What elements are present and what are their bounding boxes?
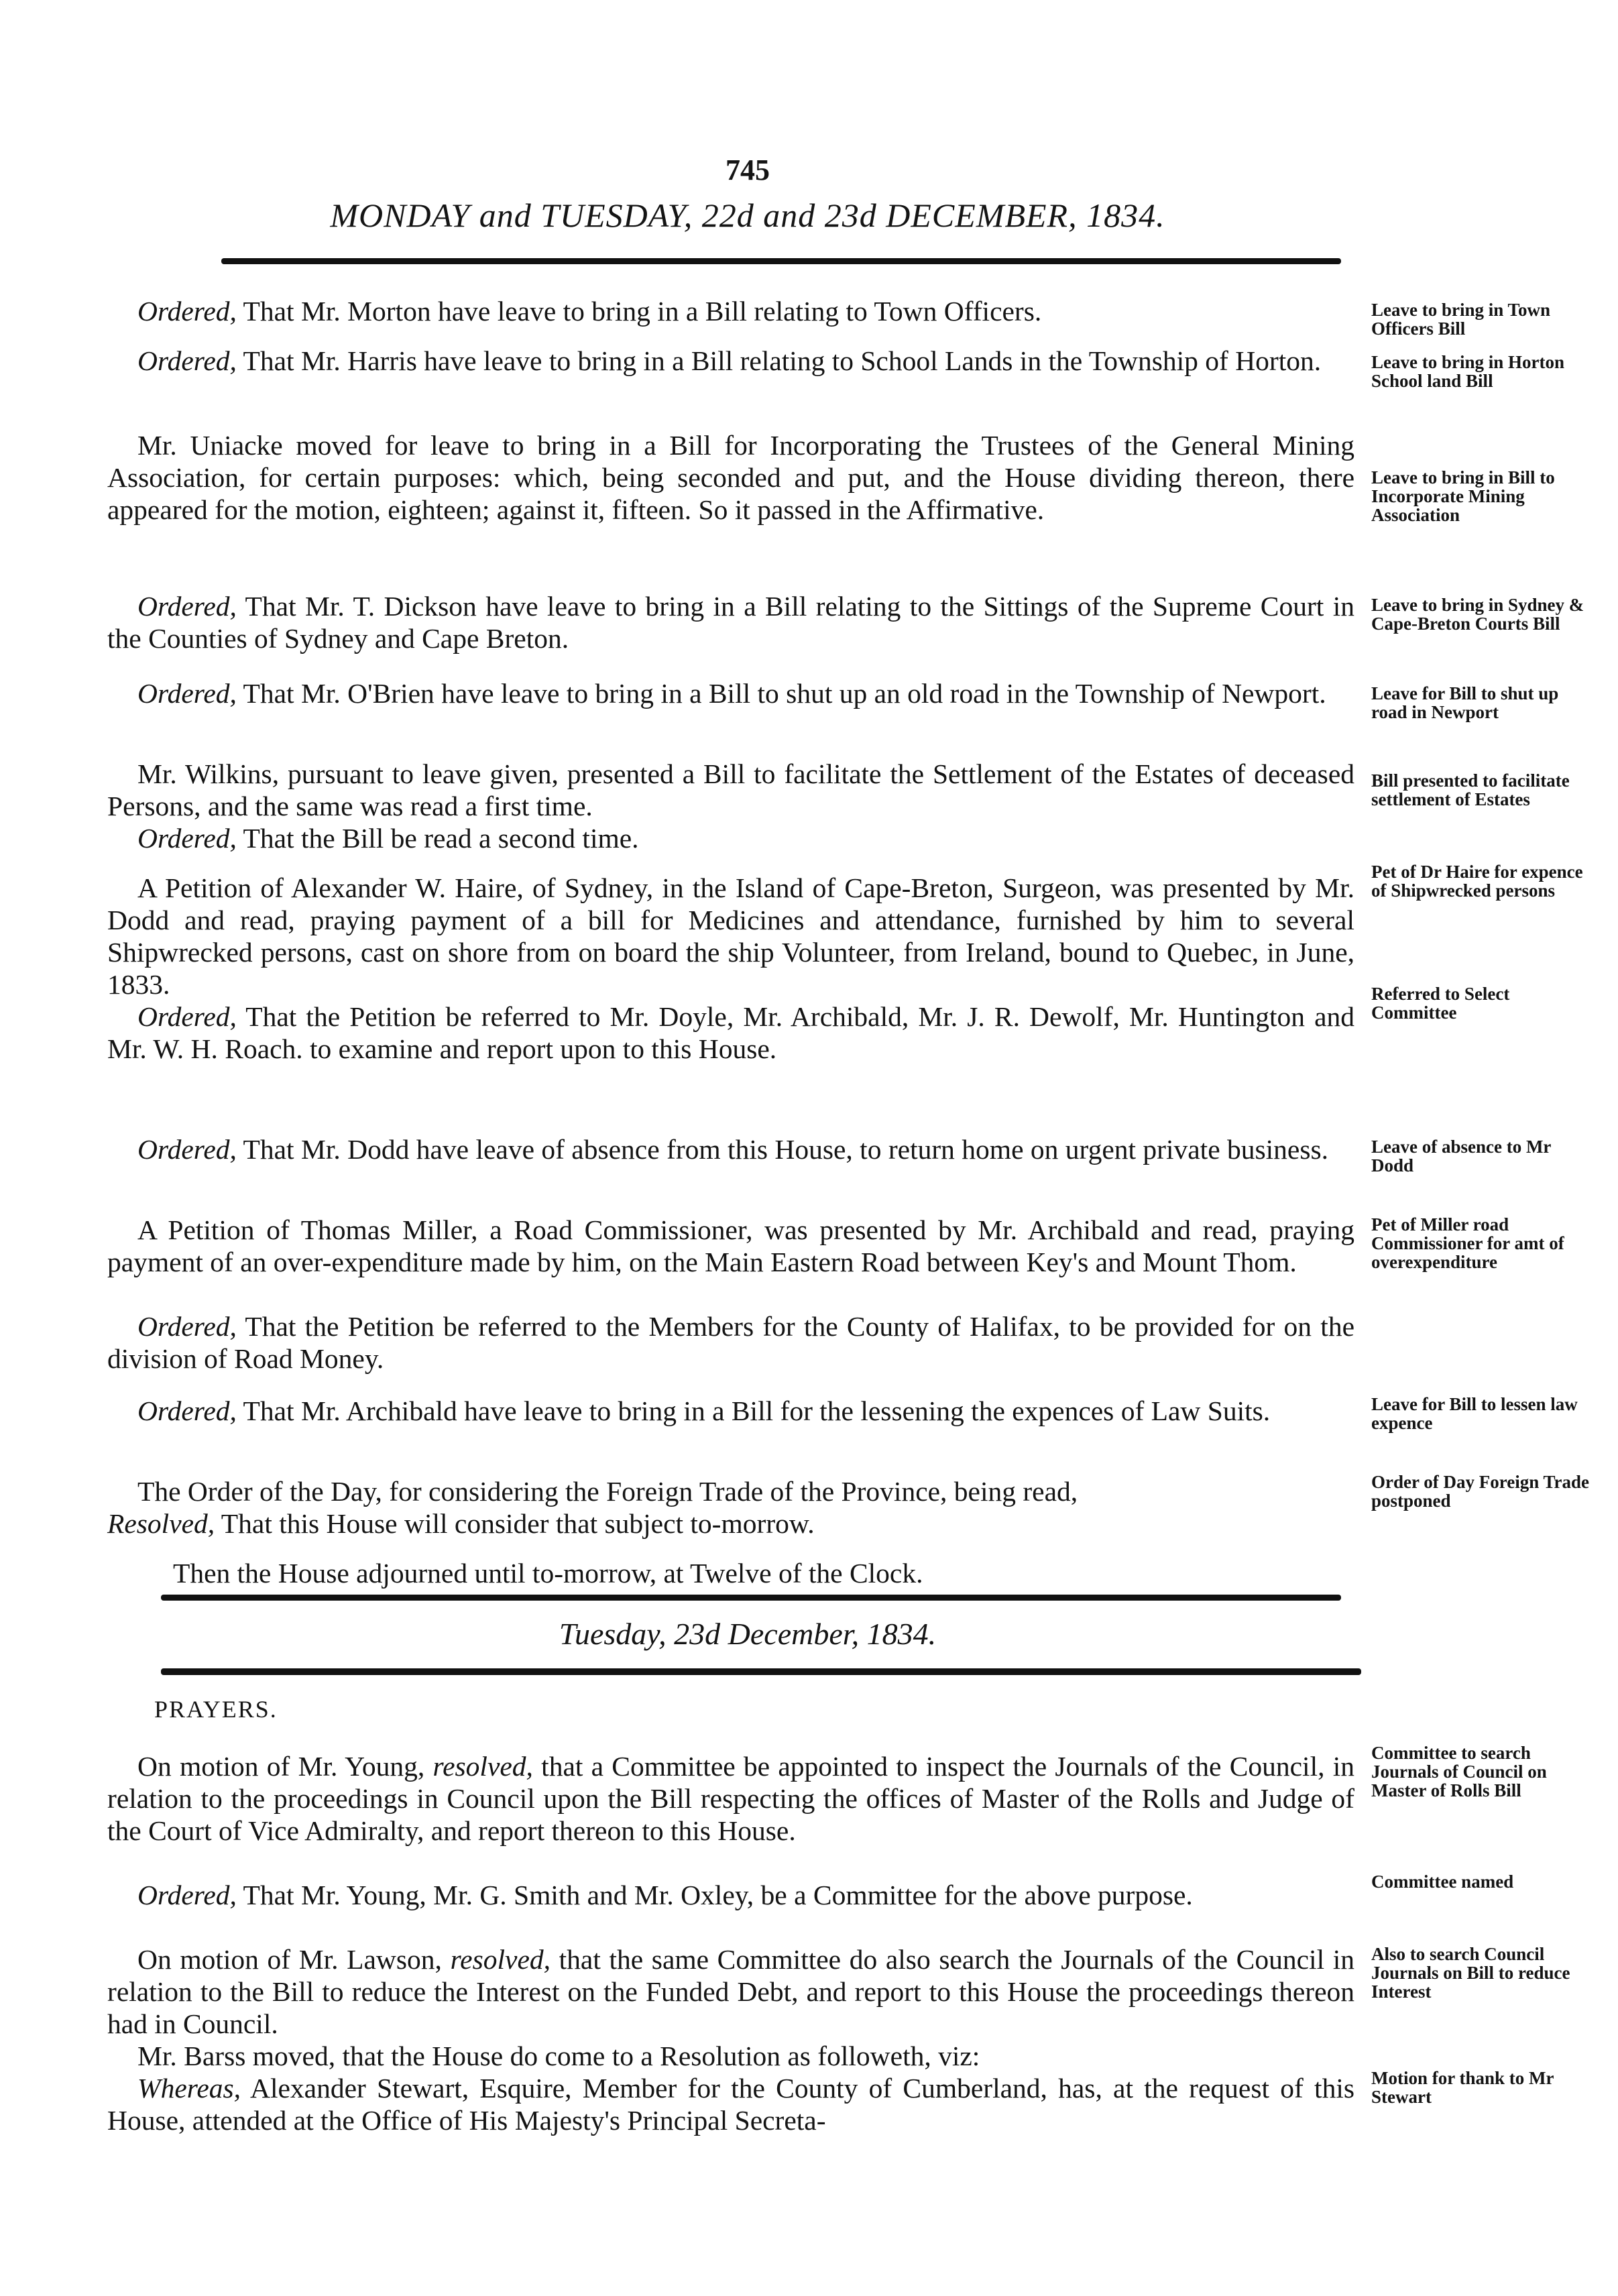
margin-note: Leave to bring in Bill to Incorporate Mining Association bbox=[1371, 467, 1555, 525]
margin-note: Leave of absence to Mr Dodd bbox=[1371, 1137, 1551, 1175]
margin-note: Leave to bring in Horton School land Bill bbox=[1371, 352, 1564, 391]
adjournment-line: Then the House adjourned until to-morrow, at Twelve of the Clock. bbox=[173, 1558, 923, 1589]
margin-note: Leave for Bill to shut up road in Newport bbox=[1371, 683, 1559, 722]
entry-resolved-tomorrow: Resolved, That this House will consider that subject to-morrow. bbox=[107, 1508, 815, 1539]
margin-note: Motion for thank to Mr Stewart bbox=[1371, 2068, 1554, 2107]
entry-newport-road: Ordered, That Mr. O'Brien have leave to bring in a Bill to shut up an old road in the Township of Newport. bbox=[137, 678, 1326, 709]
entry-haire-petition: A Petition of Alexander W. Haire, of Sydney, in the Island of Cape-Breton, Surgeon, was presented by Mr. Dodd and read, praying payment of a bill for Medicines and attendance, furnished by him to several Shipwrecked persons, cast on shore from on board the ship Volunteer, from Ireland, bound to Quebec, in June, 1833. bbox=[107, 872, 1354, 1000]
section-rule bbox=[161, 1595, 1341, 1601]
margin-note: Leave for Bill to lessen law expence bbox=[1371, 1394, 1578, 1433]
entry-supreme-court: Ordered, That Mr. T. Dickson have leave to bring in a Bill relating to the Sittings of the Supreme Court in the Counties of Sydney and Cape Breton. bbox=[107, 591, 1354, 654]
entry-mining-association: Mr. Uniacke moved for leave to bring in a Bill for Incorporating the Trustees of the General Mining Association, for certain purposes: which, being seconded and put, and the House dividing thereon, there appeared for the motion, eighteen; against it, fifteen. So it passed in the Affirmative. bbox=[107, 430, 1354, 525]
entry-dodd-absence: Ordered, That Mr. Dodd have leave of absence from this House, to return home on urgent private business. bbox=[137, 1134, 1329, 1165]
section-rule-lower bbox=[161, 1668, 1361, 1675]
prayers-heading: PRAYERS. bbox=[154, 1696, 278, 1723]
margin-note: Order of Day Foreign Trade postponed bbox=[1371, 1472, 1589, 1511]
entry-haire-referral: Ordered, That the Petition be referred to Mr. Doyle, Mr. Archibald, Mr. J. R. Dewolf, Mr. Huntington and Mr. W. H. Roach. to examine and report upon to this House. bbox=[107, 1001, 1354, 1064]
margin-note: Leave to bring in Town Officers Bill bbox=[1371, 300, 1551, 339]
entry-miller-referral: Ordered, That the Petition be referred to the Members for the County of Halifax, to be provided for on the division of Road Money. bbox=[107, 1311, 1354, 1374]
page-number: 745 bbox=[726, 154, 770, 186]
margin-note: Bill presented to facilitate settlement of Estates bbox=[1371, 770, 1570, 809]
page-title: MONDAY and TUESDAY, 22d and 23d DECEMBER, 1834. bbox=[330, 196, 1165, 234]
entry-miller-petition: A Petition of Thomas Miller, a Road Commissioner, was presented by Mr. Archibald and read, praying payment of an over-expenditure made by him, on the Main Eastern Road between Key's and Mount Thom. bbox=[107, 1214, 1354, 1277]
margin-note: Pet of Dr Haire for expence of Shipwrecked persons bbox=[1371, 862, 1583, 901]
day-subheader: Tuesday, 23d December, 1834. bbox=[559, 1617, 937, 1651]
entry-estates-bill: Mr. Wilkins, pursuant to leave given, presented a Bill to facilitate the Settlement of the Estates of deceased Persons, and the same was read a first time. bbox=[107, 758, 1354, 821]
entry-whereas-stewart: Whereas, Alexander Stewart, Esquire, Member for the County of Cumberland, has, at the request of this House, attended at the Office of His Majesty's Principal Secreta- bbox=[107, 2073, 1354, 2136]
entry-town-officers: Ordered, That Mr. Morton have leave to bring in a Bill relating to Town Officers. bbox=[137, 296, 1042, 327]
entry-lawson-motion: On motion of Mr. Lawson, resolved, that the same Committee do also search the Journals of the Council in relation to the Bill to reduce the Interest on the Funded Debt, and report to this House the proceedings thereon had in Council. bbox=[107, 1944, 1354, 2039]
margin-note: Leave to bring in Sydney & Cape-Breton Courts Bill bbox=[1371, 595, 1584, 634]
entry-young-committee: On motion of Mr. Young, resolved, that a Committee be appointed to inspect the Journals of the Council, in relation to the proceedings in Council upon the Bill respecting the offices of Master of the Rolls and Judge of the Court of Vice Admiralty, and report thereon to this House. bbox=[107, 1751, 1354, 1846]
margin-note: Also to search Council Journals on Bill to reduce Interest bbox=[1371, 1944, 1570, 2002]
margin-note: Referred to Select Committee bbox=[1371, 984, 1510, 1023]
margin-note: Committee named bbox=[1371, 1872, 1514, 1892]
entry-committee-named: Ordered, That Mr. Young, Mr. G. Smith and Mr. Oxley, be a Committee for the above purpose. bbox=[137, 1880, 1193, 1910]
entry-horton-school-lands: Ordered, That Mr. Harris have leave to bring in a Bill relating to School Lands in the Township of Horton. bbox=[137, 345, 1322, 376]
margin-note: Committee to search Journals of Council on Master of Rolls Bill bbox=[1371, 1743, 1547, 1800]
entry-law-suits: Ordered, That Mr. Archibald have leave to bring in a Bill for the lessening the expences of Law Suits. bbox=[137, 1395, 1271, 1426]
entry-order-of-day: The Order of the Day, for considering the Foreign Trade of the Province, being read, bbox=[137, 1476, 1078, 1507]
margin-note: Pet of Miller road Commissioner for amt of overexpenditure bbox=[1371, 1214, 1564, 1272]
entry-second-reading: Ordered, That the Bill be read a second time. bbox=[137, 823, 639, 854]
header-rule bbox=[221, 258, 1341, 264]
entry-barss-motion: Mr. Barss moved, that the House do come to a Resolution as followeth, viz: bbox=[137, 2041, 980, 2071]
